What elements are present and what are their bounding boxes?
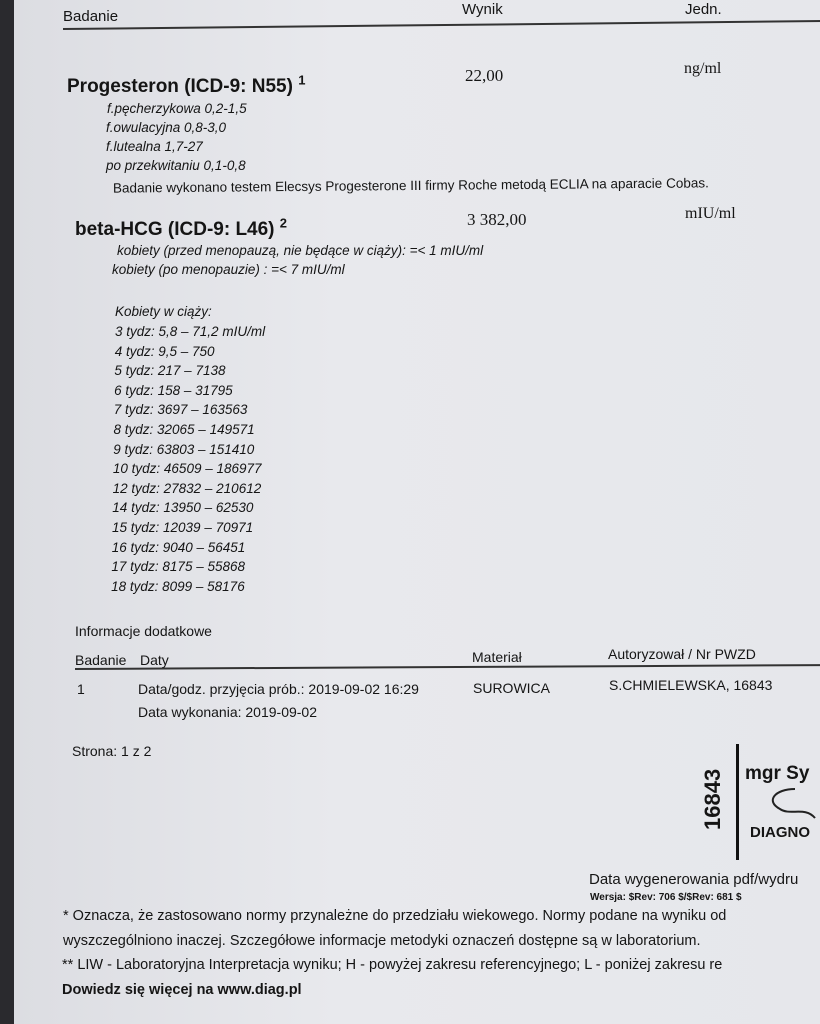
reference-range: f.owulacyjna 0,8-3,0 xyxy=(106,120,227,135)
col-authorized: Autoryzował / Nr PWZD xyxy=(608,646,756,662)
version: Wersja: $Rev: 706 $/$Rev: 681 $ xyxy=(590,892,742,903)
test-unit: mIU/ml xyxy=(685,205,736,222)
reference-range: f.pęcherzykowa 0,2-1,5 xyxy=(107,101,247,116)
pregnancy-range: 14 tydz: 13950 – 62530 xyxy=(112,500,254,516)
row-test: 1 xyxy=(77,681,85,697)
footnote: 1 xyxy=(298,72,306,88)
test-name-text: beta-HCG (ICD-9: L46) xyxy=(75,219,275,240)
footer-line: wyszczególniono inaczej. Szczegółowe informacje metodyki oznaczeń dostępne są w laboratorium. xyxy=(63,933,701,949)
test-name xyxy=(67,72,306,97)
pregnancy-range: 12 tydz: 27832 – 210612 xyxy=(112,480,262,496)
footer-line: * Oznacza, że zastosowano normy przynależne do przedziału wiekowego. Normy podane na wyniku od xyxy=(63,908,727,924)
generated-date: Data wygenerowania pdf/wydru xyxy=(589,871,799,888)
pregnancy-range: 5 tydz: 217 – 7138 xyxy=(114,363,226,379)
header-test: Badanie xyxy=(63,8,119,25)
stamp-bar xyxy=(736,744,739,860)
header-unit: Jedn. xyxy=(685,1,722,18)
pregnancy-range: 10 tydz: 46509 – 186977 xyxy=(112,461,262,477)
row-performed: Data wykonania: 2019-09-02 xyxy=(138,704,318,720)
reference-range: f.lutealna 1,7-27 xyxy=(106,139,203,154)
test-unit: ng/ml xyxy=(684,60,722,77)
pregnancy-range: 17 tydz: 8175 – 55868 xyxy=(111,559,245,575)
pregnancy-range: 9 tydz: 63803 – 151410 xyxy=(113,441,255,457)
row-received: Data/godz. przyjęcia prób.: 2019-09-02 16:29 xyxy=(138,681,419,697)
pregnancy-range: 3 tydz: 5,8 – 71,2 mIU/ml xyxy=(115,324,266,339)
test-result: 3 382,00 xyxy=(467,210,527,229)
test-result: 22,00 xyxy=(465,66,504,85)
reference-range: po przekwitaniu 0,1-0,8 xyxy=(106,158,246,173)
row-material: SUROWICA xyxy=(473,680,550,696)
reference-range: kobiety (przed menopauzą, nie będące w ciąży): =< 1 mIU/ml xyxy=(117,243,484,258)
page-number: Strona: 1 z 2 xyxy=(72,743,152,759)
method-note: Badanie wykonano testem Elecsys Progesterone III firmy Roche metodą ECLIA na aparacie Cobas. xyxy=(112,175,709,196)
row-authorized: S.CHMIELEWSKA, 16843 xyxy=(609,677,773,693)
pregnancy-range: 18 tydz: 8099 – 58176 xyxy=(111,578,245,594)
footnote: 2 xyxy=(279,215,288,231)
pregnancy-range: 7 tydz: 3697 – 163563 xyxy=(113,402,248,418)
pregnancy-range: 8 tydz: 32065 – 149571 xyxy=(113,422,255,437)
col-test: Badanie xyxy=(75,652,127,668)
col-dates: Daty xyxy=(140,652,169,668)
pregnancy-range: 6 tydz: 158 – 31795 xyxy=(114,382,233,398)
pregnancy-range: 16 tydz: 9040 – 56451 xyxy=(111,539,246,555)
col-material: Materiał xyxy=(472,649,522,665)
footer-link[interactable]: Dowiedz się więcej na www.diag.pl xyxy=(62,982,302,998)
test-name-text: Progesteron (ICD-9: N55) xyxy=(67,76,293,97)
pregnancy-range: 4 tydz: 9,5 – 750 xyxy=(114,343,215,359)
footer-line: ** LIW - Laboratoryjna Interpretacja wyniku; H - powyżej zakresu referencyjnego; L - poniżej zakresu re xyxy=(62,957,723,973)
stamp-number: 16843 xyxy=(700,768,725,830)
stamp-title: mgr Sy xyxy=(745,763,810,784)
signature-icon xyxy=(755,786,820,820)
reference-range: kobiety (po menopauzie) : =< 7 mIU/ml xyxy=(112,262,345,277)
header-result: Wynik xyxy=(462,1,503,18)
info-heading: Informacje dodatkowe xyxy=(75,623,212,639)
stamp-company: DIAGNO xyxy=(750,824,810,841)
pregnancy-range: 15 tydz: 12039 – 70971 xyxy=(112,520,254,535)
test-name xyxy=(75,215,288,240)
pregnancy-heading: Kobiety w ciąży: xyxy=(115,304,212,319)
